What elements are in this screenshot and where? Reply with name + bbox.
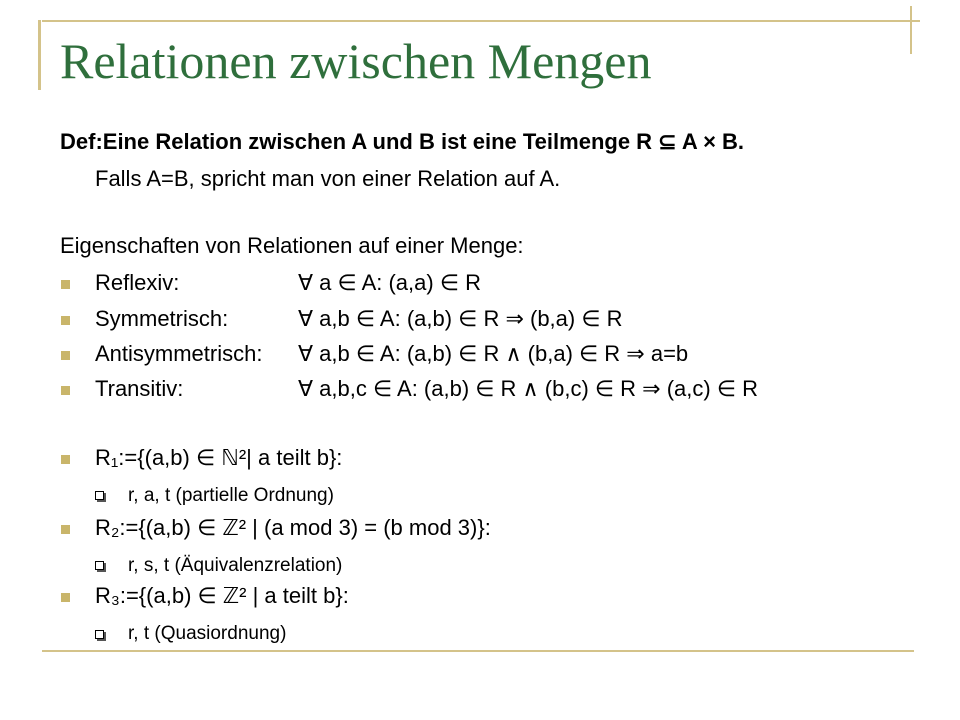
top-rule (42, 20, 920, 22)
bullet-icon (61, 386, 70, 395)
bullet-icon (61, 593, 70, 602)
checkbox-bullet-icon (95, 561, 104, 570)
property-formula-reflexiv: ∀ a ∈ A: (a,a) ∈ R (298, 270, 481, 295)
definition-line-2: Falls A=B, spricht man von einer Relation auf A. (95, 166, 561, 191)
example-r1-definition: R₁:={(a,b) ∈ ℕ²| a teilt b}: (95, 445, 343, 470)
definition-line-1: Def:Eine Relation zwischen A und B ist eine Teilmenge R ⊆ A × B. (60, 129, 745, 154)
left-rule (38, 20, 41, 90)
bullet-icon (61, 351, 70, 360)
bullet-icon (61, 280, 70, 289)
checkbox-bullet-icon (95, 491, 104, 500)
checkbox-bullet-icon (95, 630, 104, 639)
example-r1-properties: r, a, t (partielle Ordnung) (128, 485, 334, 506)
bottom-rule (42, 650, 914, 652)
example-r2-properties: r, s, t (Äquivalenzrelation) (128, 555, 343, 576)
property-formula-symmetrisch: ∀ a,b ∈ A: (a,b) ∈ R ⇒ (b,a) ∈ R (298, 306, 623, 331)
bullet-icon (61, 525, 70, 534)
example-r2-definition: R₂:={(a,b) ∈ ℤ² | (a mod 3) = (b mod 3)}: (95, 515, 491, 540)
slide-title: Relationen zwischen Mengen (60, 33, 652, 89)
property-formula-antisymmetrisch: ∀ a,b ∈ A: (a,b) ∈ R ∧ (b,a) ∈ R ⇒ a=b (298, 341, 689, 366)
property-name-reflexiv: Reflexiv: (95, 270, 180, 295)
bullet-icon (61, 455, 70, 464)
bullet-icon (61, 316, 70, 325)
property-formula-transitiv: ∀ a,b,c ∈ A: (a,b) ∈ R ∧ (b,c) ∈ R ⇒ (a,c) ∈ R (298, 376, 758, 401)
example-r3-definition: R₃:={(a,b) ∈ ℤ² | a teilt b}: (95, 583, 349, 608)
property-name-symmetrisch: Symmetrisch: (95, 306, 229, 331)
property-name-transitiv: Transitiv: (95, 376, 184, 401)
example-r3-properties: r, t (Quasiordnung) (128, 623, 287, 644)
properties-heading: Eigenschaften von Relationen auf einer Menge: (60, 233, 524, 258)
right-rule (910, 6, 912, 54)
property-name-antisymmetrisch: Antisymmetrisch: (95, 341, 263, 366)
